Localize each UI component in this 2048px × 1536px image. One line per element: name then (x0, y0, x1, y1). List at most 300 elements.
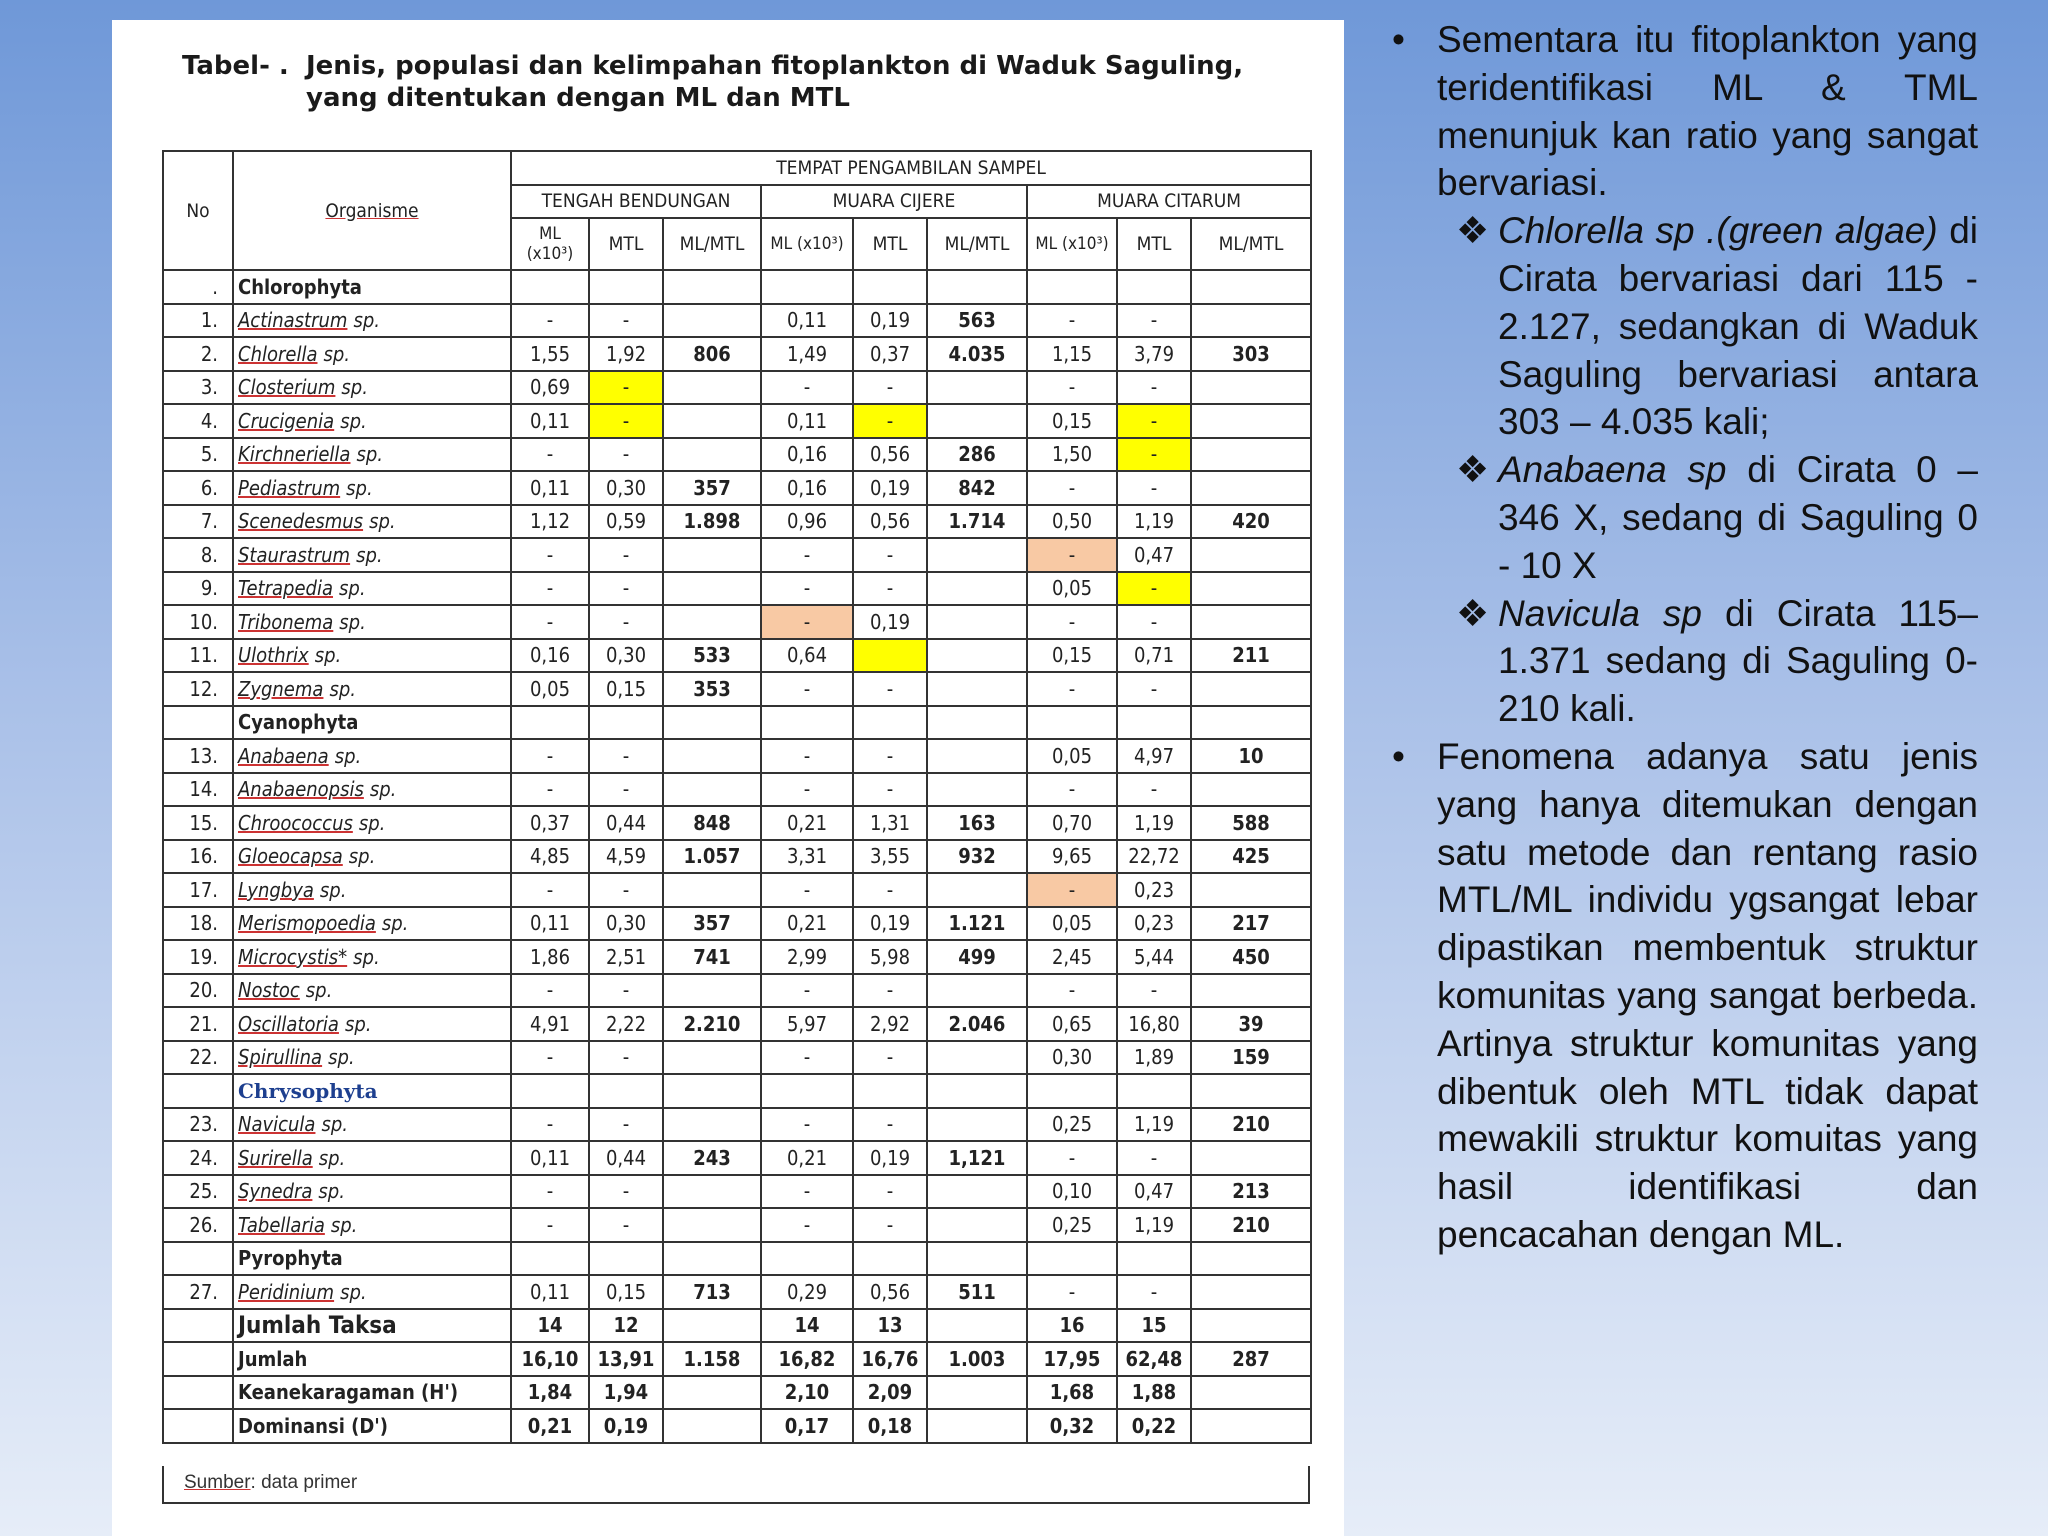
header-site-tengah-bendungan: TENGAH BENDUNGAN (511, 185, 761, 219)
summary-value: 0,19 (589, 1409, 663, 1443)
empty-cell (589, 706, 663, 740)
ml-value: 0,11 (761, 304, 853, 338)
empty-cell (1191, 270, 1311, 304)
ratio-value: 533 (663, 639, 761, 673)
organism-species-abbrev: sp. (346, 475, 373, 500)
table-row (163, 639, 1311, 673)
summary-value: 14 (761, 1309, 853, 1343)
diamond-bullet-icon: ❖ (1456, 592, 1490, 634)
ratio-value (1191, 672, 1311, 706)
organism-name (233, 840, 511, 874)
summary-value (663, 1376, 761, 1410)
ratio-value (663, 371, 761, 405)
mtl-value: 0,15 (589, 1275, 663, 1309)
mtl-value: - (589, 773, 663, 807)
ml-value: - (1027, 672, 1117, 706)
organism-genus: Staurastrum (238, 542, 351, 567)
ratio-value: 357 (663, 907, 761, 941)
ratio-value (1191, 873, 1311, 907)
organism-species-abbrev: sp. (341, 375, 368, 400)
mtl-value: 0,56 (853, 438, 927, 472)
ml-value: 0,65 (1027, 1007, 1117, 1041)
ml-value: - (761, 1108, 853, 1142)
table-row (163, 974, 1311, 1008)
ratio-value (663, 739, 761, 773)
header-mtl: MTL (853, 218, 927, 270)
summary-value: 287 (1191, 1342, 1311, 1376)
ml-value: 0,70 (1027, 806, 1117, 840)
ratio-value (927, 1041, 1027, 1075)
ml-value: 0,30 (1027, 1041, 1117, 1075)
empty-cell (511, 270, 589, 304)
ml-value: 4,85 (511, 840, 589, 874)
ratio-value: 2.046 (927, 1007, 1027, 1041)
diamond-bullet-icon: ❖ (1456, 210, 1490, 252)
row-number: 27. (163, 1275, 233, 1309)
ratio-value: 286 (927, 438, 1027, 472)
organism-genus: Merismopoedia (238, 911, 376, 936)
organism-species-abbrev: sp. (353, 944, 380, 969)
group-row (163, 706, 1311, 740)
empty-cell (511, 1074, 589, 1108)
diamond-bullet-icon: ❖ (1456, 449, 1490, 491)
empty-cell (927, 270, 1027, 304)
row-number: 16. (163, 840, 233, 874)
table-row (163, 907, 1311, 941)
subpoint-anabaena (1392, 446, 1978, 589)
ratio-value: 806 (663, 337, 761, 371)
organism-species-abbrev: sp. (369, 777, 397, 802)
ratio-value: 563 (927, 304, 1027, 338)
ratio-value (1191, 572, 1311, 606)
summary-value (663, 1409, 761, 1443)
table-row (163, 739, 1311, 773)
mtl-value: - (853, 773, 927, 807)
ratio-value (663, 974, 761, 1008)
row-number: 25. (163, 1175, 233, 1209)
table-row (163, 806, 1311, 840)
ratio-value (663, 1208, 761, 1242)
ml-value: 2,45 (1027, 940, 1117, 974)
organism-name (233, 1041, 511, 1075)
summary-value: 15 (1117, 1309, 1191, 1343)
organism-name (233, 1007, 511, 1041)
ml-value: - (511, 538, 589, 572)
organism-genus: Ulothrix (238, 643, 309, 668)
organism-name (233, 605, 511, 639)
table-row (163, 1141, 1311, 1175)
ml-value: - (511, 1175, 589, 1209)
mtl-value: - (589, 304, 663, 338)
header-ml: ML (x10³) (761, 218, 853, 270)
organism-genus: Actinastrum (238, 308, 348, 333)
mtl-value: - (589, 572, 663, 606)
ml-value: 0,37 (511, 806, 589, 840)
organism-name (233, 672, 511, 706)
organism-species-abbrev: sp. (339, 609, 366, 634)
ml-value: - (511, 605, 589, 639)
row-number: 6. (163, 471, 233, 505)
empty-cell (761, 270, 853, 304)
summary-value: 16,76 (853, 1342, 927, 1376)
ratio-value: 213 (1191, 1175, 1311, 1209)
organism-name (233, 806, 511, 840)
row-number: 11. (163, 639, 233, 673)
organism-genus: Gloeocapsa (238, 844, 343, 869)
species-name: Anabaena sp (1498, 449, 1727, 491)
ratio-value (927, 639, 1027, 673)
ratio-value (663, 1108, 761, 1142)
organism-name (233, 1208, 511, 1242)
mtl-value: 3,55 (853, 840, 927, 874)
group-row (163, 270, 1311, 304)
ratio-value (927, 672, 1027, 706)
organism-name (233, 873, 511, 907)
ratio-value: 163 (927, 806, 1027, 840)
ml-value: - (511, 304, 589, 338)
mtl-value: 0,30 (589, 471, 663, 505)
table-row (163, 1208, 1311, 1242)
organism-species-abbrev: sp. (348, 844, 376, 869)
ml-value: 0,16 (511, 639, 589, 673)
mtl-value: - (853, 739, 927, 773)
mtl-value: - (1117, 304, 1191, 338)
organism-species-abbrev: sp. (340, 1279, 367, 1304)
organism-genus: Synedra (238, 1179, 313, 1204)
empty-cell (1027, 1074, 1117, 1108)
row-number: 8. (163, 538, 233, 572)
mtl-value: 0,47 (1117, 1175, 1191, 1209)
ratio-value (1191, 1141, 1311, 1175)
subpoint-text: di Cirata bervariasi dari 115 - 2.127, sedangkan di Waduk Saguling bervariasi antara 303 – 4.035 kali; (1498, 210, 1979, 443)
mtl-value: - (853, 404, 927, 438)
mtl-value: - (589, 404, 663, 438)
row-number: 21. (163, 1007, 233, 1041)
mtl-value: 0,56 (853, 505, 927, 539)
mtl-value: 1,31 (853, 806, 927, 840)
ratio-value: 932 (927, 840, 1027, 874)
empty-cell (1117, 1074, 1191, 1108)
header-site-muara-cijere: MUARA CIJERE (761, 185, 1027, 219)
ratio-value (1191, 404, 1311, 438)
ratio-value: 39 (1191, 1007, 1311, 1041)
ratio-value (927, 572, 1027, 606)
ratio-value (927, 1175, 1027, 1209)
organism-name (233, 1141, 511, 1175)
empty-cell (927, 706, 1027, 740)
mtl-value: 5,98 (853, 940, 927, 974)
organism-species-abbrev: sp. (329, 676, 356, 701)
organism-species-abbrev: sp. (340, 408, 367, 433)
summary-value: 0,17 (761, 1409, 853, 1443)
ml-value: - (1027, 538, 1117, 572)
empty-cell (1191, 1074, 1311, 1108)
row-number: 7. (163, 505, 233, 539)
mtl-value: 0,37 (853, 337, 927, 371)
ml-value: 1,55 (511, 337, 589, 371)
ml-value: - (511, 572, 589, 606)
ml-value: 0,05 (1027, 739, 1117, 773)
group-label: Pyrophyta (233, 1242, 511, 1276)
row-number: 15. (163, 806, 233, 840)
summary-value: 1.158 (663, 1342, 761, 1376)
ml-value: - (761, 672, 853, 706)
mtl-value: 0,19 (853, 471, 927, 505)
caption-label: Tabel- . (182, 51, 289, 81)
ml-value: 0,96 (761, 505, 853, 539)
ml-value: 5,97 (761, 1007, 853, 1041)
organism-species-abbrev: sp. (328, 1045, 355, 1070)
ratio-value (927, 1208, 1027, 1242)
ratio-value (663, 304, 761, 338)
empty-cell (927, 1074, 1027, 1108)
ratio-value: 357 (663, 471, 761, 505)
summary-value: 1.003 (927, 1342, 1027, 1376)
bullet-text: Sementara itu fitoplankton yang teridentifikasi ML & TML menunjuk kan ratio yang sangat bervariasi. (1437, 19, 1978, 204)
mtl-value: - (853, 371, 927, 405)
header-ml-mtl: ML/MTL (663, 218, 761, 270)
ratio-value (663, 404, 761, 438)
empty-cell (853, 1074, 927, 1108)
summary-value: 13,91 (589, 1342, 663, 1376)
header-mtl: MTL (1117, 218, 1191, 270)
ml-value: - (511, 974, 589, 1008)
ratio-value (1191, 471, 1311, 505)
ratio-value (1191, 538, 1311, 572)
ratio-value: 499 (927, 940, 1027, 974)
summary-value: 2,09 (853, 1376, 927, 1410)
ratio-value (1191, 1275, 1311, 1309)
mtl-value: - (1117, 471, 1191, 505)
ratio-value: 210 (1191, 1108, 1311, 1142)
row-number: 17. (163, 873, 233, 907)
empty-cell (1191, 1242, 1311, 1276)
row-number (163, 1074, 233, 1108)
organism-name (233, 974, 511, 1008)
mtl-value: - (1117, 438, 1191, 472)
ml-value: - (511, 773, 589, 807)
ratio-value: 420 (1191, 505, 1311, 539)
header-ml: ML (x10³) (1027, 218, 1117, 270)
organism-genus: Spirullina (238, 1045, 323, 1070)
summary-label: Jumlah Taksa (233, 1309, 511, 1343)
ml-value: - (1027, 304, 1117, 338)
empty-cell (663, 270, 761, 304)
ratio-value (1191, 605, 1311, 639)
organism-name (233, 940, 511, 974)
header-mtl: MTL (589, 218, 663, 270)
organism-genus: Surirella (238, 1145, 313, 1170)
organism-name (233, 471, 511, 505)
header-organisme: Organisme (233, 151, 511, 270)
ml-value: - (1027, 371, 1117, 405)
summary-row (163, 1309, 1311, 1343)
ml-value: 0,05 (1027, 572, 1117, 606)
ratio-value (663, 773, 761, 807)
ratio-value (927, 773, 1027, 807)
table-row (163, 371, 1311, 405)
ml-value: - (761, 974, 853, 1008)
organism-genus: Navicula (238, 1112, 316, 1137)
mtl-value: 1,89 (1117, 1041, 1191, 1075)
species-name: Chlorella sp .(green algae) (1498, 210, 1938, 252)
mtl-value: 1,19 (1117, 505, 1191, 539)
summary-row (163, 1342, 1311, 1376)
table-row (163, 1175, 1311, 1209)
organism-genus: Chlorella (238, 341, 318, 366)
organism-genus: Tetrapedia (238, 576, 334, 601)
summary-label: Keanekaragaman (H') (233, 1376, 511, 1410)
source-text: : data primer (250, 1472, 358, 1493)
table-row (163, 840, 1311, 874)
mtl-value: 16,80 (1117, 1007, 1191, 1041)
ratio-value (663, 538, 761, 572)
organism-genus: Microcystis* (238, 944, 348, 969)
ratio-value (663, 873, 761, 907)
mtl-value: 3,79 (1117, 337, 1191, 371)
table-row (163, 773, 1311, 807)
ml-value: - (1027, 773, 1117, 807)
empty-cell (1027, 1242, 1117, 1276)
empty-cell (163, 1342, 233, 1376)
empty-cell (163, 1309, 233, 1343)
empty-cell (589, 1074, 663, 1108)
organism-species-abbrev: sp. (321, 1112, 348, 1137)
mtl-value: 1,19 (1117, 806, 1191, 840)
summary-value: 2,10 (761, 1376, 853, 1410)
mtl-value: - (589, 371, 663, 405)
summary-value: 1,88 (1117, 1376, 1191, 1410)
phytoplankton-table (162, 150, 1312, 1444)
mtl-value: - (1117, 1141, 1191, 1175)
mtl-value (853, 639, 927, 673)
empty-cell (1117, 270, 1191, 304)
ml-value: - (761, 739, 853, 773)
organism-species-abbrev: sp. (319, 877, 347, 902)
ratio-value (1191, 773, 1311, 807)
organism-species-abbrev: sp. (323, 341, 350, 366)
mtl-value: - (1117, 371, 1191, 405)
ml-value: 1,15 (1027, 337, 1117, 371)
organism-name (233, 371, 511, 405)
ratio-value (927, 371, 1027, 405)
header-sampling-sites: TEMPAT PENGAMBILAN SAMPEL (511, 151, 1311, 185)
mtl-value: 0,44 (589, 1141, 663, 1175)
ratio-value: 10 (1191, 739, 1311, 773)
ratio-value (927, 1108, 1027, 1142)
summary-value: 0,32 (1027, 1409, 1117, 1443)
summary-value (1191, 1376, 1311, 1410)
summary-value: 1,68 (1027, 1376, 1117, 1410)
organism-name (233, 438, 511, 472)
ml-value: - (1027, 605, 1117, 639)
ml-value: - (761, 1208, 853, 1242)
ml-value: 0,16 (761, 471, 853, 505)
organism-name (233, 1275, 511, 1309)
organism-name (233, 572, 511, 606)
empty-cell (1027, 270, 1117, 304)
table-row (163, 1007, 1311, 1041)
organism-species-abbrev: sp. (358, 810, 386, 835)
organism-species-abbrev: sp. (339, 576, 366, 601)
organism-name (233, 739, 511, 773)
organism-genus: Nostoc (238, 978, 300, 1003)
table-source (162, 1466, 1310, 1504)
ml-value: - (511, 873, 589, 907)
mtl-value: - (1117, 1275, 1191, 1309)
organism-genus: Zygnema (238, 676, 324, 701)
ml-value: 0,21 (761, 806, 853, 840)
header-ml: ML (x10³) (511, 218, 589, 270)
mtl-value: - (589, 1041, 663, 1075)
organism-genus: Scenedesmus (238, 509, 364, 534)
empty-cell (589, 1242, 663, 1276)
mtl-value: 0,59 (589, 505, 663, 539)
subpoint-text: di Cirata 115– 1.371 sedang di Saguling 0- 210 kali. (1498, 592, 1978, 730)
summary-value: 16,82 (761, 1342, 853, 1376)
summary-value: 0,18 (853, 1409, 927, 1443)
row-number: 22. (163, 1041, 233, 1075)
ml-value: - (511, 739, 589, 773)
ml-value: - (761, 371, 853, 405)
mtl-value: - (589, 873, 663, 907)
ratio-value (1191, 371, 1311, 405)
ratio-value (927, 974, 1027, 1008)
ratio-value (927, 404, 1027, 438)
ml-value: 4,91 (511, 1007, 589, 1041)
empty-cell (663, 1074, 761, 1108)
row-number: 23. (163, 1108, 233, 1142)
organism-name (233, 538, 511, 572)
ml-value: 1,50 (1027, 438, 1117, 472)
mtl-value: - (853, 1041, 927, 1075)
mtl-value: - (853, 1208, 927, 1242)
table-row (163, 538, 1311, 572)
ratio-value: 1,121 (927, 1141, 1027, 1175)
mtl-value: - (1117, 572, 1191, 606)
organism-species-abbrev: sp. (314, 643, 342, 668)
ml-value: - (1027, 1141, 1117, 1175)
mtl-value: - (589, 438, 663, 472)
mtl-value: - (853, 1175, 927, 1209)
row-number: 1. (163, 304, 233, 338)
organism-genus: Lyngbya (238, 877, 314, 902)
header-ml-mtl: ML/MTL (927, 218, 1027, 270)
table-row (163, 873, 1311, 907)
ml-value: 0,11 (511, 404, 589, 438)
ml-value: - (761, 1175, 853, 1209)
ml-value: 0,15 (1027, 404, 1117, 438)
mtl-value: - (589, 1108, 663, 1142)
summary-value (1191, 1309, 1311, 1343)
empty-cell (927, 1242, 1027, 1276)
ratio-value: 210 (1191, 1208, 1311, 1242)
ml-value: 0,21 (761, 1141, 853, 1175)
organism-species-abbrev: sp. (344, 1011, 372, 1036)
mtl-value: 0,19 (853, 907, 927, 941)
mtl-value: 4,59 (589, 840, 663, 874)
mtl-value: - (589, 974, 663, 1008)
mtl-value: 0,30 (589, 639, 663, 673)
ratio-value: 741 (663, 940, 761, 974)
empty-cell (589, 270, 663, 304)
organism-genus: Peridinium (238, 1279, 335, 1304)
row-number: 14. (163, 773, 233, 807)
ratio-value (663, 605, 761, 639)
organism-species-abbrev: sp. (353, 308, 380, 333)
caption-text: Jenis, populasi dan kelimpahan fitoplankton di Waduk Saguling, yang ditentukan dengan ML dan MTL (306, 51, 1244, 113)
source-label: Sumber (184, 1472, 251, 1493)
